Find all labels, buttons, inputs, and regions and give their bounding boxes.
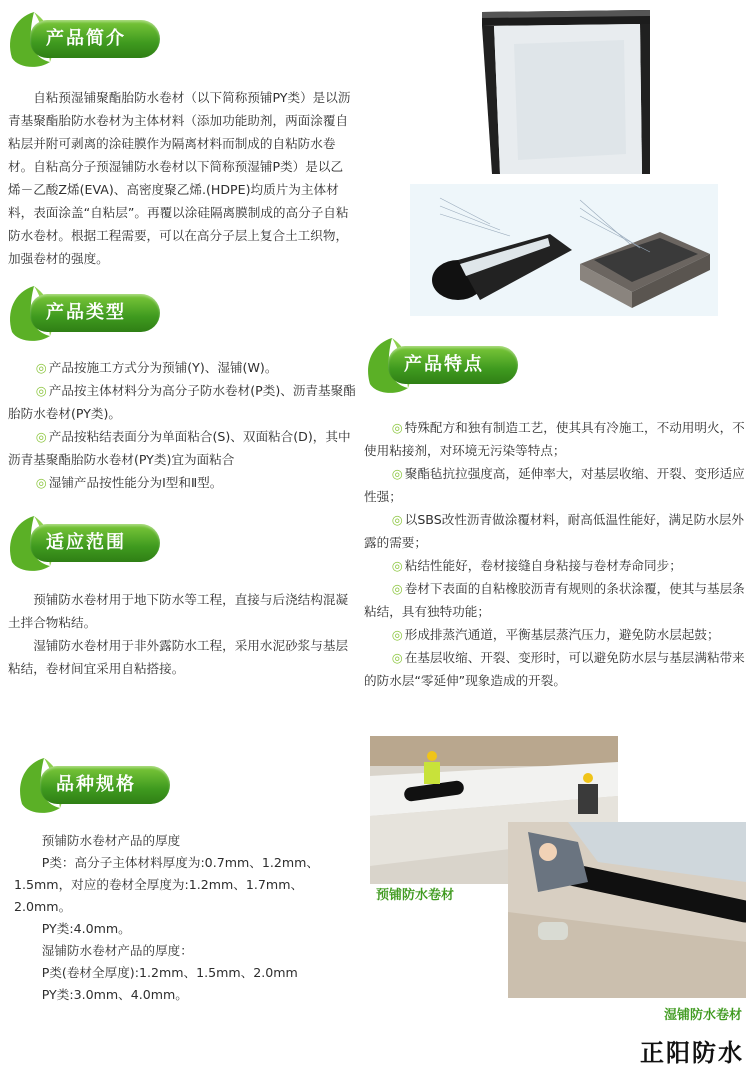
features-title-badge xyxy=(362,334,622,398)
list-item: ◎ 卷材下表面的自粘橡胶沥青有规则的条状涂覆，使其与基层条粘结，具有独特功能； xyxy=(364,581,745,619)
list-item: ◎ 湿铺产品按性能分为Ⅰ型和Ⅱ型。 xyxy=(35,475,223,490)
spec-line: P类(卷材全厚度):1.2mm、1.5mm、2.0mm xyxy=(41,965,298,980)
features-title: 产品特点 xyxy=(404,354,484,375)
scope-title-badge xyxy=(4,512,264,576)
list-item: ◎ 形成排蒸汽通道，平衡基层蒸汽压力，避免防水层起鼓； xyxy=(391,627,720,642)
spec-line: PY类:4.0mm。 xyxy=(41,921,131,936)
specs-title: 品种规格 xyxy=(56,774,136,795)
list-item: ◎ 产品按粘结表面分为单面粘合(S)、双面粘合(D)，其中沥青基聚酯胎防水卷材(PY类)宜为面粘合 xyxy=(8,429,351,467)
list-item: ◎ 粘结性能好，卷材接缝自身粘接与卷材寿命同步； xyxy=(391,558,682,573)
scope-title: 适应范围 xyxy=(46,532,126,553)
structure-diagram-image xyxy=(410,184,718,316)
intro-paragraph: 自粘预湿铺聚酯胎防水卷材（以下简称预铺PY类）是以沥青基聚酯胎防水卷材为主体材料（添加功能助剂，两面涂覆自粘层并附可剥离的涂硅膜作为隔离材料而制成的自粘防水卷材。自粘高分子预湿铺防水卷材以下简称预湿铺P类）是以乙烯－乙酸Z烯(EVA)、高密度聚乙烯.(HDPE)均质片为主体材料，表面涂盖“自粘层”。再覆以涂硅隔离膜制成的高分子自粘防水卷材。根据工程需要，可以在高分子层上复合土工织物，加强卷材的强度。 xyxy=(8,90,351,266)
list-item: ◎ 产品按施工方式分为预铺(Y)、湿铺(W)。 xyxy=(35,360,278,375)
scope-paragraph: 湿铺防水卷材用于非外露防水工程，采用水泥砂浆与基层粘结，卷材间宜采用自粘搭接。 xyxy=(8,638,349,676)
spec-line: 预铺防水卷材产品的厚度 xyxy=(41,833,181,848)
features-list xyxy=(364,416,746,692)
list-item: ◎ 特殊配方和独有制造工艺，使其具有冷施工，不动用明火，不使用粘接剂，对环境无污染等特点； xyxy=(364,420,745,458)
list-item: ◎ 在基层收缩、开裂、变形时，可以避免防水层与基层满粘带来的防水层“零延伸”现象造成的开裂。 xyxy=(364,650,745,688)
types-title: 产品类型 xyxy=(46,302,126,323)
spec-line: P类：高分子主体材料厚度为:0.7mm、1.2mm、1.5mm，对应的卷材全厚度为:1.2mm、1.7mm、2.0mm。 xyxy=(14,855,319,914)
list-item: ◎ 以SBS改性沥青做涂覆材料，耐高低温性能好，满足防水层外露的需要； xyxy=(364,512,744,550)
types-list xyxy=(8,356,360,494)
scope-paragraph: 预铺防水卷材用于地下防水等工程，直接与后浇结构混凝土拌合物粘结。 xyxy=(8,592,349,630)
brand-logo: 正阳防水 xyxy=(640,1039,744,1067)
pre-laid-caption: 预铺防水卷材 xyxy=(376,888,455,903)
list-item: ◎ 聚酯毡抗拉强度高，延伸率大，对基层收缩、开裂、变形适应性强； xyxy=(364,466,745,504)
intro-title-badge xyxy=(4,8,264,72)
specs-body xyxy=(14,830,344,1006)
intro-title: 产品简介 xyxy=(46,28,126,49)
spec-line: 湿铺防水卷材产品的厚度： xyxy=(41,943,193,958)
membrane-roll-image xyxy=(474,4,660,176)
intro-body xyxy=(8,86,354,270)
spec-line: PY类:3.0mm、4.0mm。 xyxy=(41,987,188,1002)
specs-title-badge xyxy=(14,754,274,818)
wet-laid-caption: 湿铺防水卷材 xyxy=(664,1008,743,1023)
wet-laid-installation-photo xyxy=(508,822,746,998)
scope-body xyxy=(8,588,354,680)
list-item: ◎ 产品按主体材料分为高分子防水卷材(P类)、沥青基聚酯胎防水卷材(PY类)。 xyxy=(8,383,356,421)
types-title-badge xyxy=(4,282,264,346)
